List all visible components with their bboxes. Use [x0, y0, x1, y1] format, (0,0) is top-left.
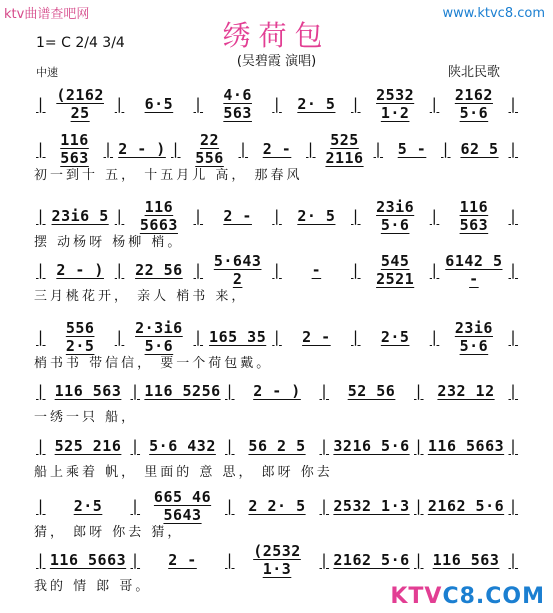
lyric-line: 我的 情 郎 哥。 [34, 579, 152, 594]
song-origin: 陕北民歌 [447, 65, 500, 80]
score-row: | 116 563 | 116 5256 | 2 - ) | 52 56 | 232 12 | [36, 382, 519, 400]
measure: 2532 1·3 [333, 497, 410, 515]
score-row: | 116 563 | 2 - ) | 22 556 | 2 - | 525 2116 | 5 - | 62 5 | [36, 131, 519, 167]
score-row: | (2162 25 | 6·5 | 4·6 563 | 2· 5 | 2532 1·2 | 2162 5·6 | [36, 86, 519, 122]
measure: 2 - [302, 328, 331, 346]
lyric-line: 一绣一只 船， [34, 410, 138, 425]
measure: 6·5 [144, 95, 174, 113]
measure: 2162 5·6 [454, 86, 493, 122]
measure: 56 2 5 [248, 437, 306, 455]
measure: 2 - ) [56, 261, 104, 279]
measure: 116 563 [60, 131, 89, 167]
performer: (吴碧霞 演唱) [236, 54, 317, 69]
measure: 2· 5 [297, 95, 336, 113]
lyric-line: 初一到十 五， 十五月儿 高， 那春风 [34, 168, 303, 183]
song-title: 绣荷包 [222, 19, 331, 52]
measure: 665 46 5643 [153, 488, 212, 524]
lyric-line: 船上乘着 帆， 里面的 意 思， 郎呀 你去 [34, 465, 333, 480]
measure: 116 563 [432, 551, 500, 569]
measure: 525 2116 [325, 131, 364, 167]
score-row: | 23i6 5 | 116 5663 | 2 - | 2· 5 | 23i6 5·6 | 116 563 | [36, 198, 519, 234]
measure: 2 - ) [118, 140, 166, 158]
measure: 62 5 [460, 140, 499, 158]
measure: 116 5663 [139, 198, 178, 234]
site-logo [390, 584, 545, 609]
measure: 23i6 5·6 [376, 198, 415, 234]
measure: 2·5 [73, 497, 103, 515]
measure: 2 - ) [253, 382, 301, 400]
measure: 2·3i6 5·6 [135, 319, 183, 355]
measure: 556 2·5 [65, 319, 95, 355]
measure: 22 56 [135, 261, 183, 279]
lyric-line: 三月桃花开， 亲人 梢书 来， [34, 289, 248, 304]
tempo-marking: 中速 [36, 66, 58, 79]
measure: (2532 1·3 [253, 542, 301, 578]
logo-part-right: C8.COM [442, 584, 545, 609]
lyric-line: 梢书书 带信信， 要一个荷包戴。 [34, 356, 273, 371]
watermark-left: ktv曲谱查吧网 [4, 7, 90, 22]
measure: 23i6 5 [51, 207, 109, 225]
measure: 5·6 432 [149, 437, 216, 455]
measure: 5·643 2 [213, 252, 262, 288]
score-row: | 556 2·5 | 2·3i6 5·6 | 165 35 | 2 - | 2·5 | 23i6 5·6 | [36, 319, 519, 355]
measure: 52 56 [347, 382, 396, 400]
logo-part-left: KTV [390, 584, 443, 609]
measure: 2·5 [380, 328, 410, 346]
watermark-right: www.ktvc8.com [442, 6, 545, 21]
measure: 232 12 [437, 382, 495, 400]
measure: 2 - [168, 551, 197, 569]
key-signature: 1= C 2/4 3/4 [36, 35, 125, 51]
measure: 2162 5·6 [427, 497, 505, 515]
measure: 525 216 [54, 437, 122, 455]
measure: 22 556 [195, 131, 224, 167]
score-row: | 525 216 | 5·6 432 | 56 2 5 | 3216 5·6 | 116 5663 | [36, 437, 519, 455]
measure: 2 2· 5 [248, 497, 306, 515]
score-row: | 2 - ) | 22 56 | 5·643 2 | - | 545 2521 | 6142 5 - | [36, 252, 519, 288]
measure: 165 35 [209, 328, 267, 346]
measure: 2 - [262, 140, 292, 158]
score-row: | 2·5 | 665 46 5643 | 2 2· 5 | 2532 1·3 | 2162 5·6 | [36, 488, 519, 524]
measure: 545 2521 [376, 252, 415, 288]
measure: 116 5256 [144, 382, 221, 400]
measure: 6142 5 - [445, 252, 503, 288]
score-row: | 116 5663 | 2 - | (2532 1·3 | 2162 5·6 | 116 563 | [36, 542, 519, 578]
measure: - [311, 261, 322, 279]
measure: 116 563 [459, 198, 489, 234]
lyric-line: 猜， 郎呀 你去 猜， [34, 525, 184, 540]
measure: (2162 25 [56, 86, 104, 122]
measure: 3216 5·6 [333, 437, 410, 455]
measure: 116 5663 [49, 551, 127, 569]
lyric-line: 摆 动杨呀 杨柳 梢。 [34, 235, 184, 250]
measure: 4·6 563 [223, 86, 252, 122]
measure: 116 563 [54, 382, 122, 400]
measure: 23i6 5·6 [454, 319, 493, 355]
measure: 2162 5·6 [333, 551, 410, 569]
measure: 116 5663 [427, 437, 505, 455]
measure: 2532 1·2 [376, 86, 415, 122]
measure: 5 - [397, 140, 427, 158]
measure: 2 - [223, 207, 252, 225]
measure: 2· 5 [297, 207, 336, 225]
